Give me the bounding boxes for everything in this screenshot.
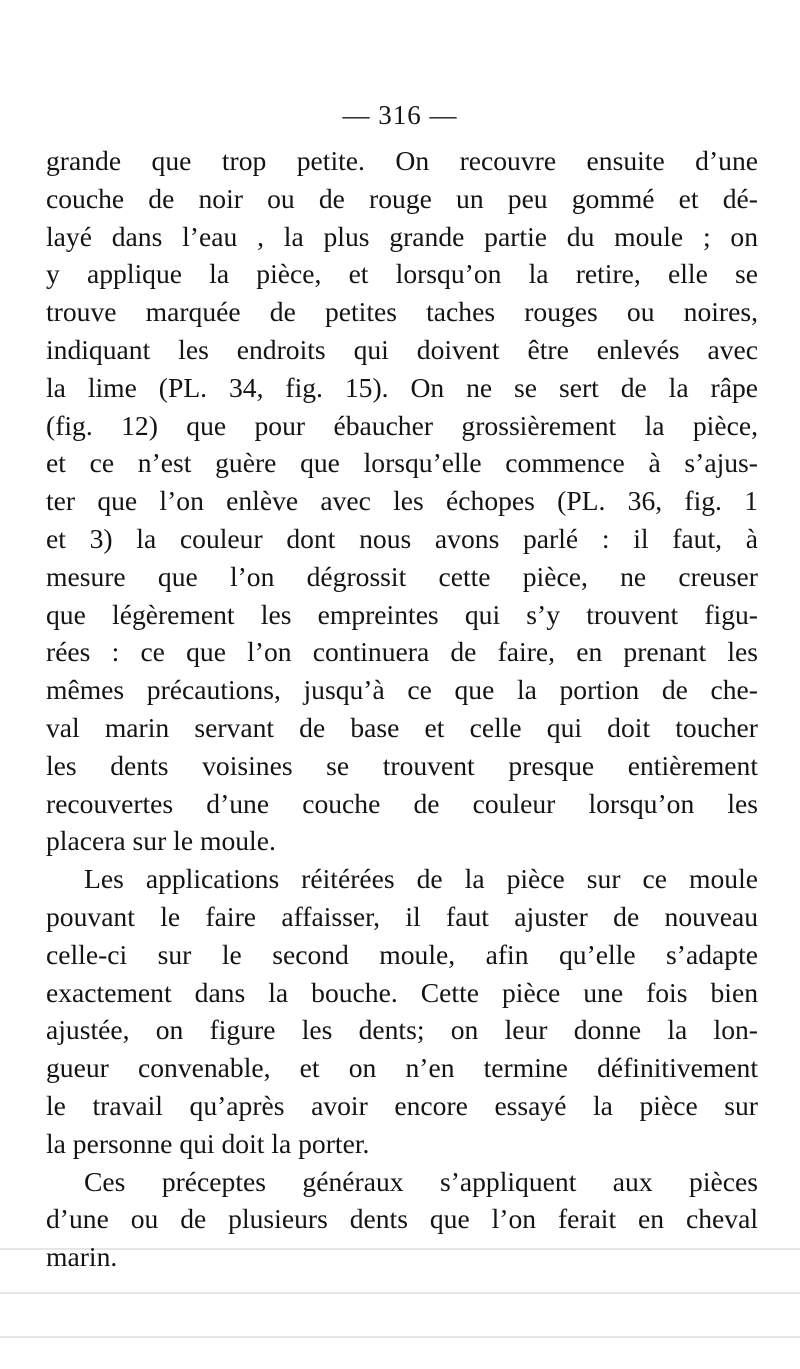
text-line: (fig. 12) que pour ébaucher grossièrement la pièce, xyxy=(46,409,758,441)
text-line: indiquant les endroits qui doivent être enlevés avec xyxy=(46,333,758,365)
text-line: grande que trop petite. On recouvre ensuite d’une xyxy=(46,145,758,176)
text-line: marin. xyxy=(46,1241,118,1273)
text-line: et ce n’est guère que lorsqu’elle commence à s’ajus- xyxy=(46,447,758,479)
text-line: mesure que l’on dégrossit cette pièce, ne creuser xyxy=(46,560,758,592)
text-line: la lime (PL. 34, fig. 15). On ne se sert de la râpe xyxy=(46,371,758,403)
text-line: exactement dans la bouche. Cette pièce une fois bien xyxy=(46,976,758,1008)
text-line: val marin servant de base et celle qui doit toucher xyxy=(46,711,758,743)
text-line: trouve marquée de petites taches rouges ou noires, xyxy=(46,296,758,328)
text-line: que légèrement les empreintes qui s’y trouvent figu- xyxy=(46,598,758,630)
text-line: mêmes précautions, jusqu’à ce que la portion de che- xyxy=(46,674,758,706)
text-line: recouvertes d’une couche de couleur lorsqu’on les xyxy=(46,787,758,819)
text-line: la personne qui doit la porter. xyxy=(46,1127,370,1159)
text-line: les dents voisines se trouvent presque entièrement xyxy=(46,749,758,781)
text-line: gueur convenable, et on n’en termine définitivement xyxy=(46,1052,758,1084)
text-line: le travail qu’après avoir encore essayé la pièce sur xyxy=(46,1089,758,1121)
text-line: placera sur le moule. xyxy=(46,825,276,857)
text-line: y applique la pièce, et lorsqu’on la retire, elle se xyxy=(46,258,758,290)
page-number: — 316 — xyxy=(342,100,458,130)
text-line: celle-ci sur le second moule, afin qu’elle s’adapte xyxy=(46,938,758,970)
text-line: ajustée, on figure les dents; on leur donne la lon- xyxy=(46,1014,758,1046)
text-line: Ces préceptes généraux s’appliquent aux pièces xyxy=(84,1165,758,1197)
text-line: et 3) la couleur dont nous avons parlé : il faut, à xyxy=(46,522,758,554)
text-line: couche de noir ou de rouge un peu gommé et dé- xyxy=(46,182,758,214)
text-line: pouvant le faire affaisser, il faut ajuster de nouveau xyxy=(46,900,758,932)
body-text xyxy=(46,142,758,1276)
text-line: rées : ce que l’on continuera de faire, en prenant les xyxy=(46,636,758,668)
text-line: d’une ou de plusieurs dents que l’on ferait en cheval xyxy=(46,1203,758,1235)
text-line: layé dans l’eau , la plus grande partie du moule ; on xyxy=(46,220,758,252)
text-line: ter que l’on enlève avec les échopes (PL. 36, fig. 1 xyxy=(46,485,758,517)
text-line: Les applications réitérées de la pièce sur ce moule xyxy=(84,863,758,895)
